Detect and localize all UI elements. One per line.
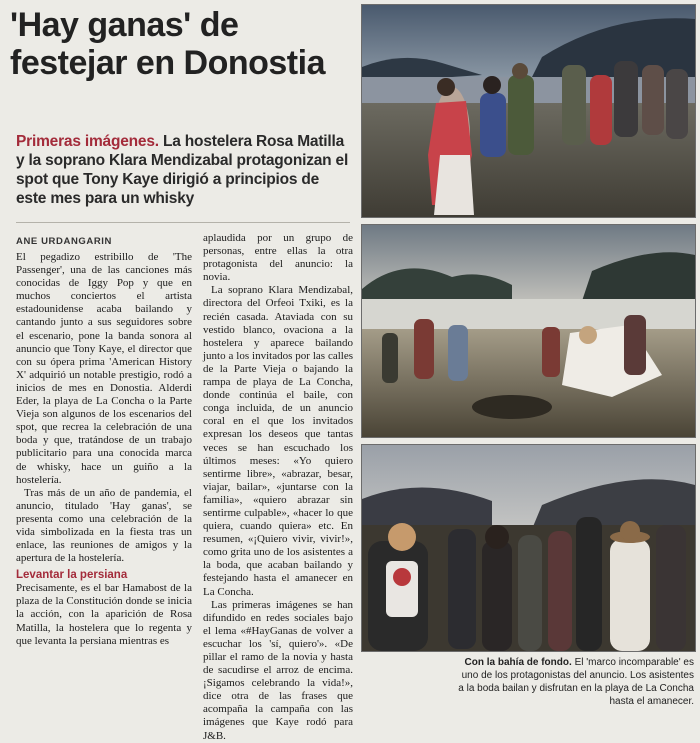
body-paragraph: Las primeras imágenes se han difundido en redes sociales bajo el lema «#HayGanas de volver a escuchar los 'sí, quiero'». «De pillar el ramo de la novia y hasta de sacudirse el arroz de encima. ¡Sigamos celebrando la vida!», dice otra de las frases que acompaña la campaña con las imágenes que Kaye rodó para J&B.	[203, 598, 353, 742]
photo-wedding-crowd	[361, 444, 696, 652]
deck-kicker: Primeras imágenes.	[16, 133, 159, 150]
subhead: Levantar la persiana	[16, 569, 128, 582]
article-column-1	[16, 236, 192, 648]
photo-bride-dancing	[361, 224, 696, 438]
photo-caption	[456, 656, 694, 708]
headline-line-2: festejar en Donostia	[10, 44, 325, 82]
caption-text: El 'marco incomparable' es uno de los protagonistas del anuncio. Los asistentes a la boda bailan y disfrutan en la playa de La Concha hasta el amanecer.	[458, 657, 694, 707]
body-paragraph: La soprano Klara Mendizabal, directora del Orfeoi Txiki, es la recién casada. Ataviada con su vestido blanco, ovaciona a la hostelera y aparece bailando junto a los invitados por las calles de la Parte Vieja o bajando la rampa de playa de La Concha, donde continúa el baile, con conga incluida, de un anuncio coral en el que los invitados expresan los deseos que tantas veces se han escuchado los últimos meses: «Yo quiero sentirme libre», «abrazar, besar, viajar, bailar», «juntarse con la familia», «quiero abrazar sin sentirme culpable», «hacer lo que quiera, cuando quiera» etc. En resumen, «¡Quiero vivir, vivir!», como grita uno de los asistentes a la boda, que acaban bailando y festejando hasta el amanecer en La Concha.	[203, 284, 353, 598]
byline: ANE URDANGARIN	[16, 236, 113, 247]
deck-text: La hostelera Rosa Matilla y la soprano Klara Mendizabal protagonizan el spot que Tony Kaye dirigió a principios de este mes para un whisky	[16, 133, 349, 207]
body-paragraph: Precisamente, es el bar Hamabost de la plaza de la Constitución donde se inicia la acción, con la aparición de Rosa Matilla, la hostelera que lo regenta y que levanta la persiana mientras es	[16, 582, 192, 647]
article-column-2	[203, 232, 353, 743]
deck-divider	[16, 222, 350, 223]
headline	[10, 6, 352, 82]
headline-line-1: 'Hay ganas' de	[10, 6, 239, 44]
body-paragraph: El pegadizo estribillo de 'The Passenger', una de las canciones más conocidas de Iggy Pop y que en muchos conciertos el artista estadounidense acaba bailando y cantando junto a sus seguidores sobre el escenario, pone la banda sonora al anuncio que Tony Kaye, el director que con su ópera prima 'American History X' adquirió un notable prestigio, rodó a inicios de mes en Donostia. Alderdi Eder, la playa de La Concha o la Parte Vieja son algunos de los escenarios del spot, que recrea la celebración de una boda y que, tratándose de un trabajo publicitario para una conocida marca de whisky, hace un guiño a la hostelería.	[16, 251, 192, 486]
body-paragraph: aplaudida por un grupo de personas, entre ellas la otra protagonista del anuncio: la novia.	[203, 232, 353, 284]
body-paragraph: Tras más de un año de pandemia, el anuncio, titulado 'Hay ganas', se presenta como una celebración de la vida simbolizada en la fiesta tras un enlace, las reuniones de amigos y la apertura de la hostelería.	[16, 486, 192, 565]
caption-lead: Con la bahía de fondo.	[464, 657, 572, 668]
deck	[16, 132, 352, 208]
photo-beach-conga	[361, 4, 696, 218]
